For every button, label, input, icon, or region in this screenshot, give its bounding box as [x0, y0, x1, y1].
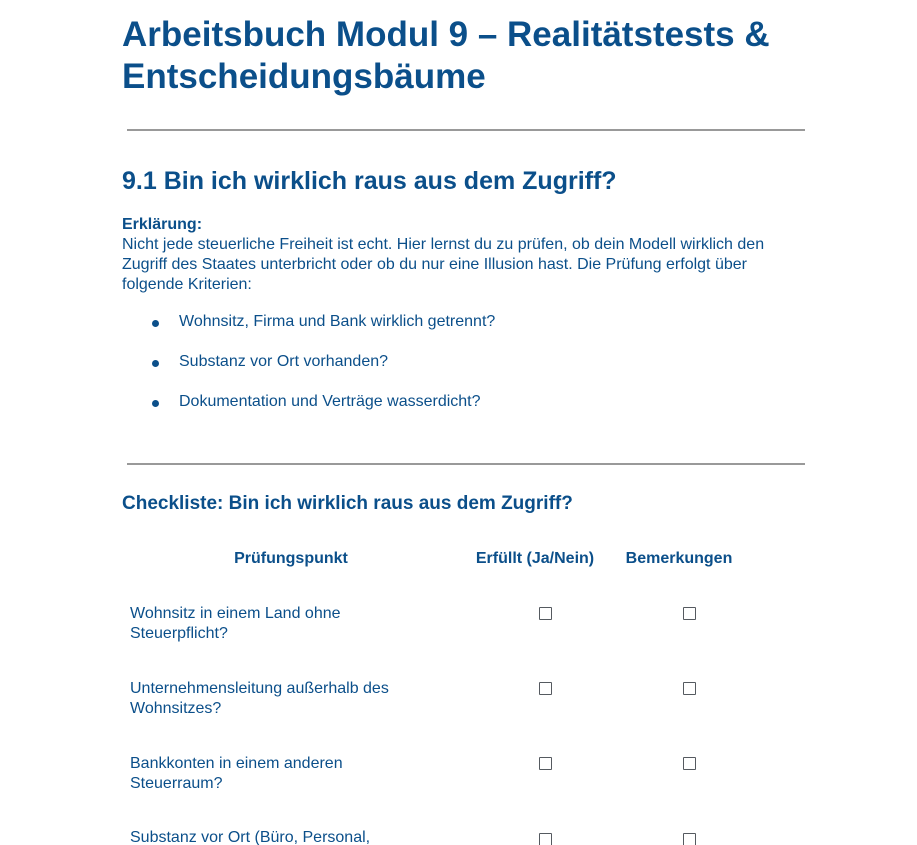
- table-row: [122, 679, 812, 754]
- divider-middle: [127, 463, 805, 465]
- fulfilled-checkbox[interactable]: [539, 833, 552, 845]
- checklist-title: Checkliste: Bin ich wirklich raus aus dem Zugriff?: [122, 493, 573, 514]
- section-heading: 9.1 Bin ich wirklich raus aus dem Zugriff?: [122, 167, 617, 195]
- bullet-icon: [152, 360, 159, 367]
- explanation-text: Nicht jede steuerliche Freiheit ist echt. Hier lernst du zu prüfen, ob dein Modell wirklich den Zugriff des Staates unterbricht oder ob du nur eine Illusion hast. Die Prüfung erfolgt über folgende Kriterien:: [122, 236, 765, 293]
- list-item: [122, 312, 812, 352]
- fulfilled-checkbox[interactable]: [539, 757, 552, 770]
- column-header-fulfilled: Erfüllt (Ja/Nein): [475, 550, 595, 567]
- bullet-icon: [152, 320, 159, 327]
- check-point-text: Bankkonten in einem anderen Steuerraum?: [130, 755, 343, 792]
- check-point-text: Substanz vor Ort (Büro, Personal,: [130, 829, 371, 845]
- bullet-icon: [152, 400, 159, 407]
- remarks-checkbox[interactable]: [683, 757, 696, 770]
- table-row: [122, 604, 812, 679]
- remarks-checkbox[interactable]: [683, 833, 696, 845]
- criteria-text: Wohnsitz, Firma und Bank wirklich getrennt?: [179, 313, 496, 330]
- criteria-text: Dokumentation und Verträge wasserdicht?: [179, 393, 481, 410]
- column-header-point: Prüfungspunkt: [234, 550, 348, 567]
- check-point-text: Unternehmensleitung außerhalb des Wohnsitzes?: [130, 680, 389, 717]
- remarks-checkbox[interactable]: [683, 682, 696, 695]
- document-title: Arbeitsbuch Modul 9 – Realitätstests & Entscheidungsbäume: [122, 15, 770, 96]
- criteria-list: [122, 312, 812, 432]
- remarks-checkbox[interactable]: [683, 607, 696, 620]
- divider-top: [127, 129, 805, 131]
- explanation-label: Erklärung:: [122, 216, 203, 233]
- table-row: [122, 828, 812, 845]
- criteria-text: Substanz vor Ort vorhanden?: [179, 353, 389, 370]
- check-point-text: Wohnsitz in einem Land ohne Steuerpflicht?: [130, 605, 341, 642]
- explanation-block: [122, 215, 812, 295]
- fulfilled-checkbox[interactable]: [539, 607, 552, 620]
- fulfilled-checkbox[interactable]: [539, 682, 552, 695]
- column-header-remarks: Bemerkungen: [625, 550, 733, 567]
- table-row: [122, 754, 812, 829]
- list-item: [122, 352, 812, 392]
- list-item: [122, 392, 812, 432]
